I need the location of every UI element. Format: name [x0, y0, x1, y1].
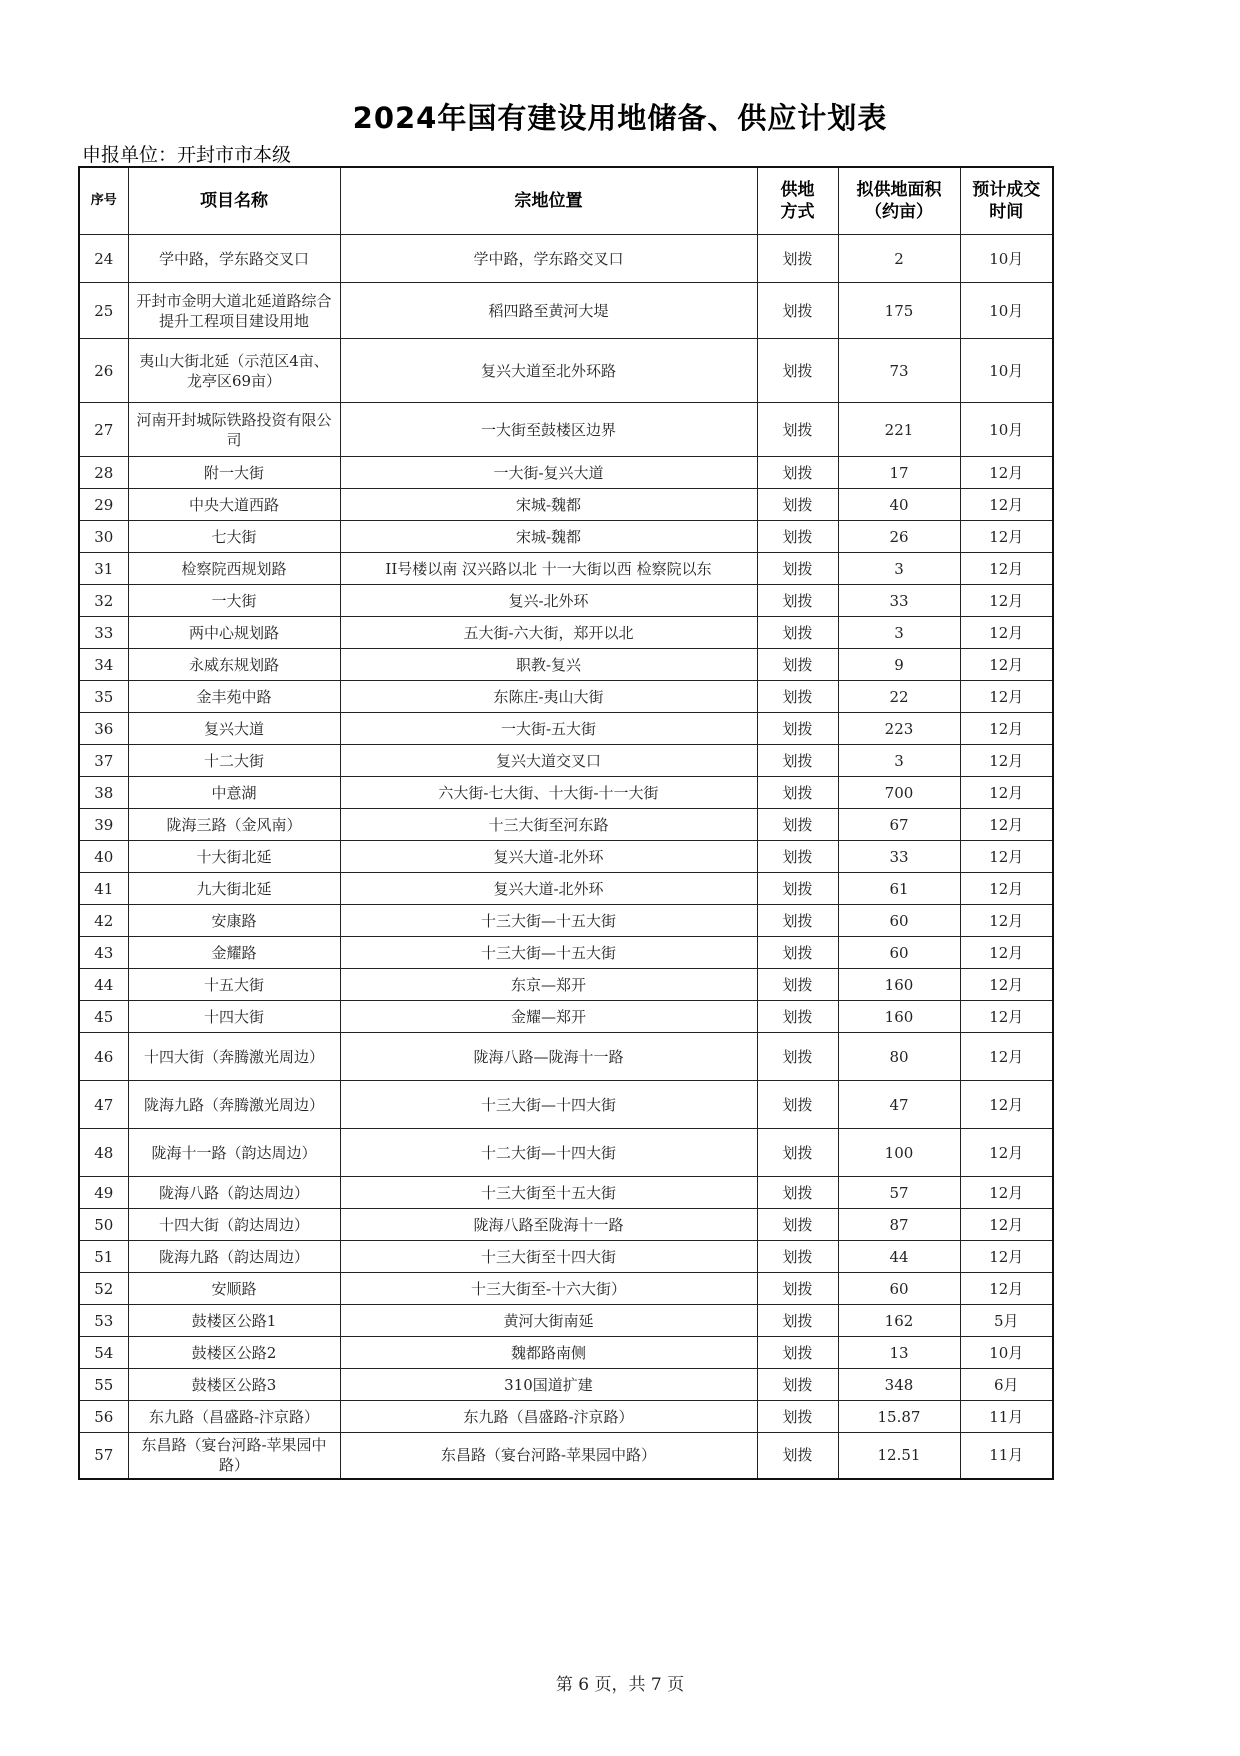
table-body — [79, 235, 1053, 1479]
cell-no: 55 — [79, 1369, 128, 1401]
cell-location: 十三大街至十五大街 — [340, 1177, 757, 1209]
cell-supply-method: 划拨 — [757, 235, 838, 283]
cell-supply-method: 划拨 — [757, 1001, 838, 1033]
cell-deal-time: 12月 — [960, 489, 1053, 521]
table-row — [79, 969, 1053, 1001]
cell-location: 一大街-五大街 — [340, 713, 757, 745]
cell-project-name: 陇海九路（奔腾激光周边） — [128, 1081, 340, 1129]
table-row — [79, 1305, 1053, 1337]
cell-no: 28 — [79, 457, 128, 489]
cell-project-name: 中央大道西路 — [128, 489, 340, 521]
table-row — [79, 585, 1053, 617]
cell-location: II号楼以南 汉兴路以北 十一大街以西 检察院以东 — [340, 553, 757, 585]
cell-no: 31 — [79, 553, 128, 585]
cell-supply-method: 划拨 — [757, 283, 838, 339]
table-row — [79, 1401, 1053, 1433]
cell-area: 22 — [838, 681, 960, 713]
table-row — [79, 1209, 1053, 1241]
table-row — [79, 1433, 1053, 1479]
land-plan-table — [78, 166, 1054, 1480]
cell-location: 学中路，学东路交叉口 — [340, 235, 757, 283]
cell-location: 陇海八路—陇海十一路 — [340, 1033, 757, 1081]
cell-project-name: 七大街 — [128, 521, 340, 553]
cell-no: 45 — [79, 1001, 128, 1033]
table-row — [79, 553, 1053, 585]
cell-location: 宋城-魏都 — [340, 521, 757, 553]
table-row — [79, 1081, 1053, 1129]
cell-deal-time: 12月 — [960, 681, 1053, 713]
cell-project-name: 夷山大街北延（示范区4亩、龙亭区69亩） — [128, 339, 340, 403]
cell-supply-method: 划拨 — [757, 1305, 838, 1337]
cell-area: 57 — [838, 1177, 960, 1209]
table-row — [79, 745, 1053, 777]
cell-location: 310国道扩建 — [340, 1369, 757, 1401]
table-row — [79, 339, 1053, 403]
table-row — [79, 841, 1053, 873]
table-row — [79, 617, 1053, 649]
cell-area: 221 — [838, 403, 960, 457]
table-row — [79, 1033, 1053, 1081]
cell-supply-method: 划拨 — [757, 489, 838, 521]
cell-area: 60 — [838, 905, 960, 937]
cell-area: 87 — [838, 1209, 960, 1241]
cell-supply-method: 划拨 — [757, 1369, 838, 1401]
cell-deal-time: 12月 — [960, 521, 1053, 553]
table-row — [79, 873, 1053, 905]
cell-supply-method: 划拨 — [757, 1273, 838, 1305]
cell-no: 38 — [79, 777, 128, 809]
cell-no: 35 — [79, 681, 128, 713]
cell-area: 160 — [838, 1001, 960, 1033]
cell-no: 36 — [79, 713, 128, 745]
cell-project-name: 鼓楼区公路2 — [128, 1337, 340, 1369]
cell-location: 东陈庄-夷山大街 — [340, 681, 757, 713]
cell-area: 3 — [838, 617, 960, 649]
cell-location: 东京—郑开 — [340, 969, 757, 1001]
cell-location: 复兴大道至北外环路 — [340, 339, 757, 403]
cell-supply-method: 划拨 — [757, 553, 838, 585]
table-header-row — [79, 167, 1053, 235]
cell-project-name: 鼓楼区公路1 — [128, 1305, 340, 1337]
cell-project-name: 陇海九路（韵达周边） — [128, 1241, 340, 1273]
cell-deal-time: 12月 — [960, 1209, 1053, 1241]
cell-deal-time: 12月 — [960, 1033, 1053, 1081]
cell-location: 金耀—郑开 — [340, 1001, 757, 1033]
cell-supply-method: 划拨 — [757, 403, 838, 457]
table-row — [79, 1177, 1053, 1209]
cell-no: 26 — [79, 339, 128, 403]
table-row — [79, 403, 1053, 457]
page-title: 2024年国有建设用地储备、供应计划表 — [352, 101, 888, 135]
cell-deal-time: 5月 — [960, 1305, 1053, 1337]
cell-deal-time: 12月 — [960, 937, 1053, 969]
cell-location: 十三大街至-十六大街） — [340, 1273, 757, 1305]
header-location: 宗地位置 — [340, 167, 757, 235]
header-area — [838, 167, 960, 235]
cell-deal-time: 12月 — [960, 745, 1053, 777]
cell-area: 160 — [838, 969, 960, 1001]
cell-project-name: 金丰苑中路 — [128, 681, 340, 713]
cell-deal-time: 12月 — [960, 457, 1053, 489]
cell-deal-time: 10月 — [960, 403, 1053, 457]
cell-area: 26 — [838, 521, 960, 553]
table-row — [79, 649, 1053, 681]
cell-area: 175 — [838, 283, 960, 339]
cell-location: 陇海八路至陇海十一路 — [340, 1209, 757, 1241]
cell-no: 48 — [79, 1129, 128, 1177]
cell-area: 33 — [838, 585, 960, 617]
cell-deal-time: 12月 — [960, 1129, 1053, 1177]
cell-project-name: 东昌路（宴台河路-苹果园中路） — [128, 1433, 340, 1479]
cell-project-name: 十五大街 — [128, 969, 340, 1001]
cell-area: 348 — [838, 1369, 960, 1401]
cell-project-name: 东九路（昌盛路-汴京路） — [128, 1401, 340, 1433]
cell-no: 49 — [79, 1177, 128, 1209]
header-area-line1: 拟供地面积 — [856, 180, 942, 200]
cell-location: 十三大街—十四大街 — [340, 1081, 757, 1129]
cell-supply-method: 划拨 — [757, 745, 838, 777]
cell-supply-method: 划拨 — [757, 1241, 838, 1273]
cell-supply-method: 划拨 — [757, 1401, 838, 1433]
cell-supply-method: 划拨 — [757, 713, 838, 745]
cell-project-name: 陇海三路（金风南） — [128, 809, 340, 841]
cell-deal-time: 12月 — [960, 841, 1053, 873]
cell-supply-method: 划拨 — [757, 339, 838, 403]
cell-project-name: 永威东规划路 — [128, 649, 340, 681]
cell-area: 61 — [838, 873, 960, 905]
cell-project-name: 河南开封城际铁路投资有限公司 — [128, 403, 340, 457]
cell-location: 黄河大街南延 — [340, 1305, 757, 1337]
cell-area: 100 — [838, 1129, 960, 1177]
cell-project-name: 学中路，学东路交叉口 — [128, 235, 340, 283]
cell-no: 34 — [79, 649, 128, 681]
cell-area: 73 — [838, 339, 960, 403]
cell-supply-method: 划拨 — [757, 937, 838, 969]
cell-supply-method: 划拨 — [757, 777, 838, 809]
cell-project-name: 安顺路 — [128, 1273, 340, 1305]
header-project-name: 项目名称 — [128, 167, 340, 235]
header-supply-method-line2: 方式 — [780, 202, 815, 222]
table-row — [79, 489, 1053, 521]
cell-deal-time: 12月 — [960, 1081, 1053, 1129]
cell-no: 53 — [79, 1305, 128, 1337]
cell-supply-method: 划拨 — [757, 1177, 838, 1209]
cell-project-name: 十二大街 — [128, 745, 340, 777]
cell-location: 十三大街至十四大街 — [340, 1241, 757, 1273]
cell-area: 44 — [838, 1241, 960, 1273]
cell-no: 33 — [79, 617, 128, 649]
cell-no: 30 — [79, 521, 128, 553]
cell-area: 67 — [838, 809, 960, 841]
cell-project-name: 十四大街（韵达周边） — [128, 1209, 340, 1241]
cell-no: 50 — [79, 1209, 128, 1241]
cell-supply-method: 划拨 — [757, 969, 838, 1001]
cell-project-name: 一大街 — [128, 585, 340, 617]
cell-no: 57 — [79, 1433, 128, 1479]
cell-supply-method: 划拨 — [757, 1337, 838, 1369]
cell-deal-time: 12月 — [960, 1177, 1053, 1209]
cell-deal-time: 11月 — [960, 1401, 1053, 1433]
cell-deal-time: 12月 — [960, 553, 1053, 585]
cell-deal-time: 12月 — [960, 1241, 1053, 1273]
table-row — [79, 457, 1053, 489]
cell-area: 162 — [838, 1305, 960, 1337]
cell-project-name: 中意湖 — [128, 777, 340, 809]
cell-project-name: 金耀路 — [128, 937, 340, 969]
cell-area: 33 — [838, 841, 960, 873]
cell-deal-time: 12月 — [960, 1001, 1053, 1033]
cell-area: 3 — [838, 553, 960, 585]
table-row — [79, 1241, 1053, 1273]
cell-project-name: 鼓楼区公路3 — [128, 1369, 340, 1401]
cell-deal-time: 12月 — [960, 873, 1053, 905]
cell-project-name: 检察院西规划路 — [128, 553, 340, 585]
cell-location: 十三大街—十五大街 — [340, 905, 757, 937]
cell-project-name: 复兴大道 — [128, 713, 340, 745]
table-row — [79, 1273, 1053, 1305]
cell-project-name: 十四大街（奔腾激光周边） — [128, 1033, 340, 1081]
cell-supply-method: 划拨 — [757, 681, 838, 713]
cell-no: 47 — [79, 1081, 128, 1129]
cell-no: 54 — [79, 1337, 128, 1369]
cell-no: 37 — [79, 745, 128, 777]
cell-area: 60 — [838, 1273, 960, 1305]
header-deal-time-line1: 预计成交 — [972, 180, 1041, 200]
cell-area: 12.51 — [838, 1433, 960, 1479]
cell-deal-time: 12月 — [960, 617, 1053, 649]
table-row — [79, 283, 1053, 339]
cell-location: 东九路（昌盛路-汴京路） — [340, 1401, 757, 1433]
cell-project-name: 九大街北延 — [128, 873, 340, 905]
header-supply-method-line1: 供地 — [780, 180, 815, 200]
cell-area: 40 — [838, 489, 960, 521]
cell-supply-method: 划拨 — [757, 905, 838, 937]
cell-deal-time: 12月 — [960, 585, 1053, 617]
header-area-line2: （约亩） — [865, 202, 933, 222]
cell-area: 2 — [838, 235, 960, 283]
cell-area: 15.87 — [838, 1401, 960, 1433]
cell-project-name: 十四大街 — [128, 1001, 340, 1033]
cell-location: 复兴大道-北外环 — [340, 873, 757, 905]
cell-no: 52 — [79, 1273, 128, 1305]
cell-no: 56 — [79, 1401, 128, 1433]
cell-no: 24 — [79, 235, 128, 283]
cell-location: 宋城-魏都 — [340, 489, 757, 521]
table-row — [79, 1337, 1053, 1369]
cell-deal-time: 12月 — [960, 713, 1053, 745]
cell-supply-method: 划拨 — [757, 873, 838, 905]
cell-location: 魏都路南侧 — [340, 1337, 757, 1369]
cell-deal-time: 10月 — [960, 339, 1053, 403]
cell-supply-method: 划拨 — [757, 585, 838, 617]
cell-area: 47 — [838, 1081, 960, 1129]
cell-supply-method: 划拨 — [757, 521, 838, 553]
header-supply-method — [757, 167, 838, 235]
cell-project-name: 陇海十一路（韵达周边） — [128, 1129, 340, 1177]
reporting-unit: 申报单位：开封市市本级 — [82, 144, 292, 166]
cell-no: 51 — [79, 1241, 128, 1273]
cell-area: 223 — [838, 713, 960, 745]
table-row — [79, 809, 1053, 841]
cell-location: 复兴大道交叉口 — [340, 745, 757, 777]
table-row — [79, 235, 1053, 283]
cell-supply-method: 划拨 — [757, 457, 838, 489]
cell-location: 复兴大道-北外环 — [340, 841, 757, 873]
cell-location: 五大街-六大街，郑开以北 — [340, 617, 757, 649]
cell-deal-time: 10月 — [960, 1337, 1053, 1369]
cell-no: 46 — [79, 1033, 128, 1081]
cell-supply-method: 划拨 — [757, 1033, 838, 1081]
table-row — [79, 937, 1053, 969]
cell-deal-time: 12月 — [960, 649, 1053, 681]
cell-project-name: 安康路 — [128, 905, 340, 937]
cell-supply-method: 划拨 — [757, 1129, 838, 1177]
cell-no: 40 — [79, 841, 128, 873]
cell-no: 27 — [79, 403, 128, 457]
cell-area: 13 — [838, 1337, 960, 1369]
cell-supply-method: 划拨 — [757, 841, 838, 873]
cell-deal-time: 10月 — [960, 235, 1053, 283]
cell-project-name: 两中心规划路 — [128, 617, 340, 649]
cell-location: 十三大街—十五大街 — [340, 937, 757, 969]
page-footer: 第 6 页，共 7 页 — [555, 1675, 685, 1695]
cell-no: 44 — [79, 969, 128, 1001]
cell-deal-time: 12月 — [960, 777, 1053, 809]
cell-deal-time: 6月 — [960, 1369, 1053, 1401]
cell-location: 六大街-七大街、十大街-十一大街 — [340, 777, 757, 809]
cell-supply-method: 划拨 — [757, 1209, 838, 1241]
cell-project-name: 陇海八路（韵达周边） — [128, 1177, 340, 1209]
cell-project-name: 附一大街 — [128, 457, 340, 489]
table-row — [79, 1369, 1053, 1401]
header-deal-time-line2: 时间 — [989, 202, 1024, 222]
cell-location: 一大街至鼓楼区边界 — [340, 403, 757, 457]
cell-deal-time: 12月 — [960, 905, 1053, 937]
cell-deal-time: 12月 — [960, 1273, 1053, 1305]
cell-deal-time: 12月 — [960, 969, 1053, 1001]
cell-deal-time: 11月 — [960, 1433, 1053, 1479]
cell-no: 29 — [79, 489, 128, 521]
cell-project-name: 十大街北延 — [128, 841, 340, 873]
cell-project-name: 开封市金明大道北延道路综合提升工程项目建设用地 — [128, 283, 340, 339]
table-row — [79, 1001, 1053, 1033]
header-deal-time — [960, 167, 1053, 235]
cell-location: 复兴-北外环 — [340, 585, 757, 617]
header-no: 序号 — [79, 167, 128, 235]
cell-supply-method: 划拨 — [757, 649, 838, 681]
cell-location: 东昌路（宴台河路-苹果园中路） — [340, 1433, 757, 1479]
cell-location: 职教-复兴 — [340, 649, 757, 681]
cell-deal-time: 10月 — [960, 283, 1053, 339]
cell-no: 42 — [79, 905, 128, 937]
cell-area: 17 — [838, 457, 960, 489]
cell-no: 43 — [79, 937, 128, 969]
cell-area: 60 — [838, 937, 960, 969]
cell-location: 稻四路至黄河大堤 — [340, 283, 757, 339]
cell-location: 十二大街—十四大街 — [340, 1129, 757, 1177]
table-row — [79, 905, 1053, 937]
table-row — [79, 777, 1053, 809]
cell-area: 80 — [838, 1033, 960, 1081]
cell-deal-time: 12月 — [960, 809, 1053, 841]
table-row — [79, 681, 1053, 713]
cell-area: 3 — [838, 745, 960, 777]
cell-no: 25 — [79, 283, 128, 339]
table-row — [79, 521, 1053, 553]
cell-supply-method: 划拨 — [757, 1081, 838, 1129]
cell-supply-method: 划拨 — [757, 809, 838, 841]
cell-area: 9 — [838, 649, 960, 681]
cell-no: 39 — [79, 809, 128, 841]
cell-area: 700 — [838, 777, 960, 809]
cell-no: 41 — [79, 873, 128, 905]
cell-supply-method: 划拨 — [757, 617, 838, 649]
cell-location: 十三大街至河东路 — [340, 809, 757, 841]
cell-supply-method: 划拨 — [757, 1433, 838, 1479]
table-row — [79, 713, 1053, 745]
cell-no: 32 — [79, 585, 128, 617]
cell-location: 一大街-复兴大道 — [340, 457, 757, 489]
table-row — [79, 1129, 1053, 1177]
